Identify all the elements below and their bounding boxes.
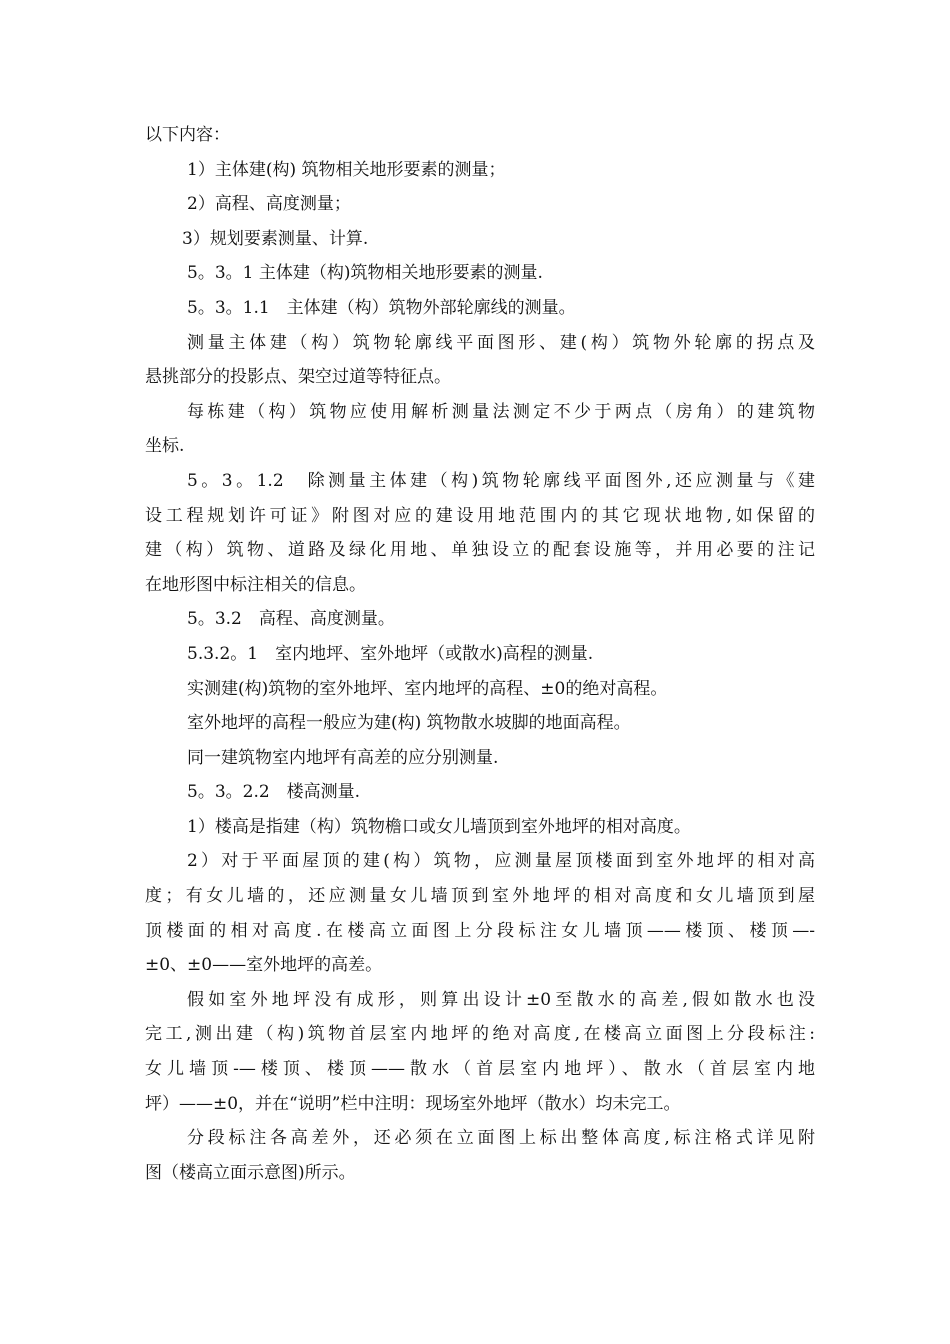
paragraph-line: 建（构）筑物、道路及绿化用地、单独设立的配套设施等，并用必要的注记 — [145, 540, 815, 561]
paragraph-line: 悬挑部分的投影点、架空过道等特征点。 — [145, 367, 451, 388]
paragraph-line: 女儿墙顶-—楼顶、楼顶——散水（首层室内地坪）、散水（首层室内地 — [145, 1059, 815, 1080]
paragraph-line: 实测建(构)筑物的室外地坪、室内地坪的高程、±0的绝对高程。 — [187, 678, 668, 699]
section-heading: 5。3。2.2 楼高测量. — [187, 782, 361, 803]
paragraph-line: 顶楼面的相对高度.在楼高立面图上分段标注女儿墙顶——楼顶、楼顶—- — [145, 920, 815, 941]
paragraph-line: 同一建筑物室内地坪有高差的应分别测量. — [187, 747, 499, 768]
section-heading: 5.3.2。1 室内地坪、室外地坪（或散水)高程的测量. — [187, 643, 594, 664]
section-heading: 5。3。1.2 除测量主体建（构)筑物轮廓线平面图外,还应测量与《建 — [187, 470, 815, 491]
paragraph-line: 假如室外地坪没有成形，则算出设计±0至散水的高差,假如散水也没 — [187, 989, 815, 1010]
list-item: 1）主体建(构) 筑物相关地形要素的测量； — [187, 159, 506, 180]
paragraph-line: 完工,测出建（构)筑物首层室内地坪的绝对高度,在楼高立面图上分段标注: — [145, 1024, 815, 1045]
section-heading: 5。3.2 高程、高度测量。 — [187, 609, 395, 630]
paragraph-line: 测量主体建（构）筑物轮廓线平面图形、建(构）筑物外轮廓的拐点及 — [187, 332, 815, 353]
paragraph-line: 坪）——±0，并在“说明”栏中注明：现场室外地坪（散水）均未完工。 — [145, 1093, 681, 1114]
paragraph-line: ±0、±0——室外地坪的高差。 — [145, 955, 383, 976]
list-item: 2）对于平面屋顶的建(构）筑物，应测量屋顶楼面到室外地坪的相对高 — [187, 851, 815, 872]
section-heading: 5。3。1.1 主体建（构）筑物外部轮廓线的测量。 — [187, 297, 576, 318]
paragraph-line: 图（楼高立面示意图)所示。 — [145, 1162, 356, 1183]
paragraph-line: 度；有女儿墙的，还应测量女儿墙顶到室外地坪的相对高度和女儿墙顶到屋 — [145, 886, 815, 907]
text-line: 以下内容： — [145, 125, 230, 145]
paragraph-line: 设工程规划许可证》附图对应的建设用地范围内的其它现状地物,如保留的 — [145, 505, 815, 526]
list-item: 1）楼高是指建（构）筑物檐口或女儿墙顶到室外地坪的相对高度。 — [187, 816, 691, 837]
paragraph-line: 每栋建（构）筑物应使用解析测量法测定不少于两点（房角）的建筑物 — [187, 401, 815, 422]
list-item: 2）高程、高度测量； — [187, 194, 351, 215]
paragraph-line: 坐标. — [145, 436, 185, 457]
section-heading: 5。3。1 主体建（构)筑物相关地形要素的测量. — [187, 263, 543, 284]
paragraph-line: 在地形图中标注相关的信息。 — [145, 574, 366, 595]
paragraph-line: 分段标注各高差外，还必须在立面图上标出整体高度,标注格式详见附 — [187, 1128, 815, 1149]
list-item: 3）规划要素测量、计算. — [182, 228, 369, 249]
paragraph-line: 室外地坪的高程一般应为建(构) 筑物散水坡脚的地面高程。 — [187, 713, 631, 734]
body-text — [145, 118, 815, 1190]
